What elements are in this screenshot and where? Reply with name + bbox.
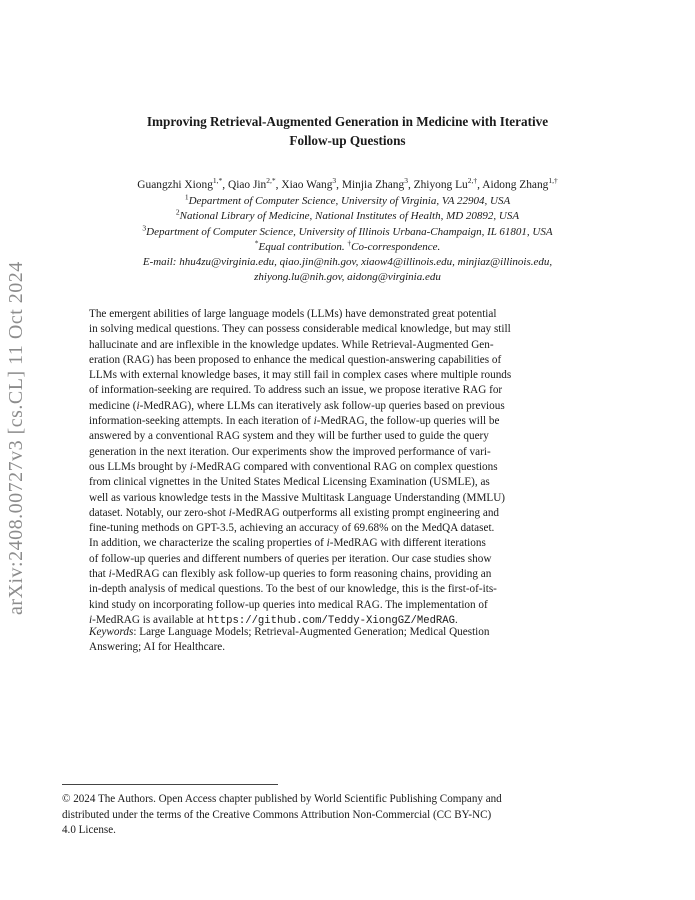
abstract-line (89, 536, 605, 551)
abstract-line (89, 460, 605, 475)
keywords-section (89, 625, 605, 656)
footnote-line: © 2024 The Authors. Open Access chapter published by World Scientific Publishing Company and (62, 793, 502, 805)
abstract-text: -MedRAG compared with conventional RAG on complex questions (192, 460, 498, 473)
footnote-line: distributed under the terms of the Creative Commons Attribution Non-Commercial (CC BY-NC) (62, 808, 492, 821)
abstract-text: In addition, we characterize the scaling properties of (89, 537, 327, 550)
affiliation-text: Department of Computer Science, University of Virginia, VA 22904, USA (188, 195, 511, 207)
affiliations (60, 194, 635, 286)
abstract-text: medicine ( (89, 399, 137, 412)
affiliation-mark: 3 (142, 222, 147, 232)
author-name: Minjia Zhang (341, 179, 405, 191)
abstract-italic: i (189, 460, 193, 473)
abstract-line: hallucinate and are inflexible in the knowledge updates. While Retrieval-Augmented Gen- (89, 338, 494, 351)
abstract-line: from clinical vignettes in the United States Medical Licensing Examination (USMLE), as (89, 476, 490, 489)
author-mark: 3 (404, 176, 408, 186)
keywords-line: Answering; AI for Healthcare. (89, 641, 226, 654)
abstract-line: in solving medical questions. They can possess considerable medical knowledge, but may still (89, 323, 511, 336)
abstract-line: kind study on incorporating follow-up queries into medical RAG. The implementation of (89, 598, 488, 611)
abstract-line: in-depth analysis of medical questions. To the best of our knowledge, this is the first-of-its- (89, 583, 497, 596)
title-line: Improving Retrieval-Augmented Generation in Medicine with Iterative (146, 114, 549, 129)
email-line: E-mail: hhu4zu@virginia.edu, qiao.jin@nih.gov, xiaow4@illinois.edu, minjiaz@illinois.edu, (142, 256, 553, 269)
affiliation-mark: 2 (175, 207, 180, 217)
author-mark: 3 (332, 176, 337, 186)
note-mark: † (347, 238, 352, 248)
footnote-line: 4.0 License. (62, 824, 116, 837)
affiliation-line (60, 209, 635, 224)
abstract-line: of follow-up queries and different numbers of queries per iteration. Our case studies show (89, 552, 492, 565)
author-mark: 1,* (212, 176, 223, 186)
abstract-line: answered by a conventional RAG system and they will be further used to guide the query (89, 430, 489, 443)
abstract-italic: i (313, 415, 317, 428)
author-name: Guangzhi Xiong (137, 179, 213, 191)
title-line: Follow-up Questions (289, 133, 406, 148)
paper-title (60, 112, 635, 150)
abstract (89, 307, 605, 629)
abstract-text: -MedRAG can flexibly ask follow-up queries to form reasoning chains, providing an (111, 568, 492, 581)
author-mark: 1,† (548, 176, 558, 186)
abstract-line (89, 414, 605, 429)
copyright-footnote (62, 792, 607, 839)
abstract-italic: i (326, 537, 330, 550)
abstract-italic: i (89, 613, 93, 626)
affiliation-line (60, 194, 635, 209)
correspondence-note: Co-correspondence. (351, 240, 441, 253)
keywords-line (89, 625, 605, 640)
abstract-text: -MedRAG outperforms all existing prompt engineering and (231, 506, 500, 519)
abstract-text: . (455, 613, 458, 626)
abstract-text: that (89, 568, 109, 581)
abstract-italic: i (136, 399, 140, 412)
email-line: zhiyong.lu@nih.gov, aidong@virginia.edu (254, 271, 441, 284)
abstract-line: of information-seeking are required. To address such an issue, we propose iterative RAG for (89, 384, 503, 397)
abstract-line: eration (RAG) has been proposed to enhance the medical question-answering capabilities of (89, 353, 502, 366)
abstract-text: -MedRAG, the follow-up queries will be (316, 415, 500, 428)
abstract-line (89, 506, 605, 521)
author-name: Zhiyong Lu (413, 179, 468, 191)
keywords-text: : Large Language Models; Retrieval-Augmented Generation; Medical Question (133, 626, 490, 638)
affiliation-text: National Library of Medicine, National Institutes of Health, MD 20892, USA (179, 210, 520, 223)
contribution-note (60, 240, 635, 255)
footnote-rule (62, 784, 278, 785)
abstract-line: fine-tuning methods on GPT-3.5, achieving an accuracy of 69.68% on the MedQA dataset. (89, 522, 495, 535)
repository-link[interactable]: https://github.com/Teddy-XiongGZ/MedRAG (207, 614, 455, 627)
abstract-italic: i (228, 506, 232, 519)
abstract-line: generation in the next iteration. Our experiments show the improved performance of vari- (89, 445, 491, 458)
note-mark: * (254, 238, 259, 248)
affiliation-text: Department of Computer Science, University of Illinois Urbana-Champaign, IL 61801, USA (146, 225, 553, 238)
abstract-line: The emergent abilities of large language models (LLMs) have demonstrated great potential (89, 308, 497, 320)
abstract-text: ous LLMs brought by (89, 460, 190, 473)
author-name: Aidong Zhang (482, 179, 549, 191)
affiliation-mark: 1 (184, 192, 189, 202)
abstract-line (89, 399, 605, 414)
author-list: Guangzhi Xiong$^{1,*}$, Qiao Jin$^{2,*}$, Xiao Wang$^3$, Minjia Zhang$^3$, Zhiyong $Lu^{2,\dagger}$, Aidong Zhang$^{1,\dagger}$ (137, 176, 558, 191)
author-name: Xiao Wang (281, 179, 333, 191)
arxiv-identifier-stamp: arXiv:2408.00727v3 [cs.CL] 11 Oct 2024 (5, 261, 27, 615)
author-mark: 2,* (266, 176, 276, 186)
abstract-text: -MedRAG is available at (92, 613, 208, 626)
abstract-text: information-seeking attempts. In each iteration of (89, 415, 314, 428)
abstract-italic: i (108, 568, 112, 581)
equal-contribution-note: Equal contribution. (258, 240, 348, 253)
abstract-text: -MedRAG with different iterations (329, 537, 486, 550)
abstract-line: well as various knowledge tests in the Massive Multitask Language Understanding (MMLU) (89, 491, 506, 504)
abstract-line: LLMs with external knowledge bases, it may still fail in complex cases where multiple rounds (89, 369, 512, 382)
abstract-line (89, 567, 605, 582)
keywords-label: Keywords (89, 626, 134, 638)
abstract-text: -MedRAG), where LLMs can iteratively ask follow-up queries based on previous (139, 399, 505, 412)
author-name: Qiao Jin (227, 179, 267, 191)
author-mark: 2,† (467, 176, 478, 186)
abstract-text: dataset. Notably, our zero-shot (89, 506, 229, 519)
